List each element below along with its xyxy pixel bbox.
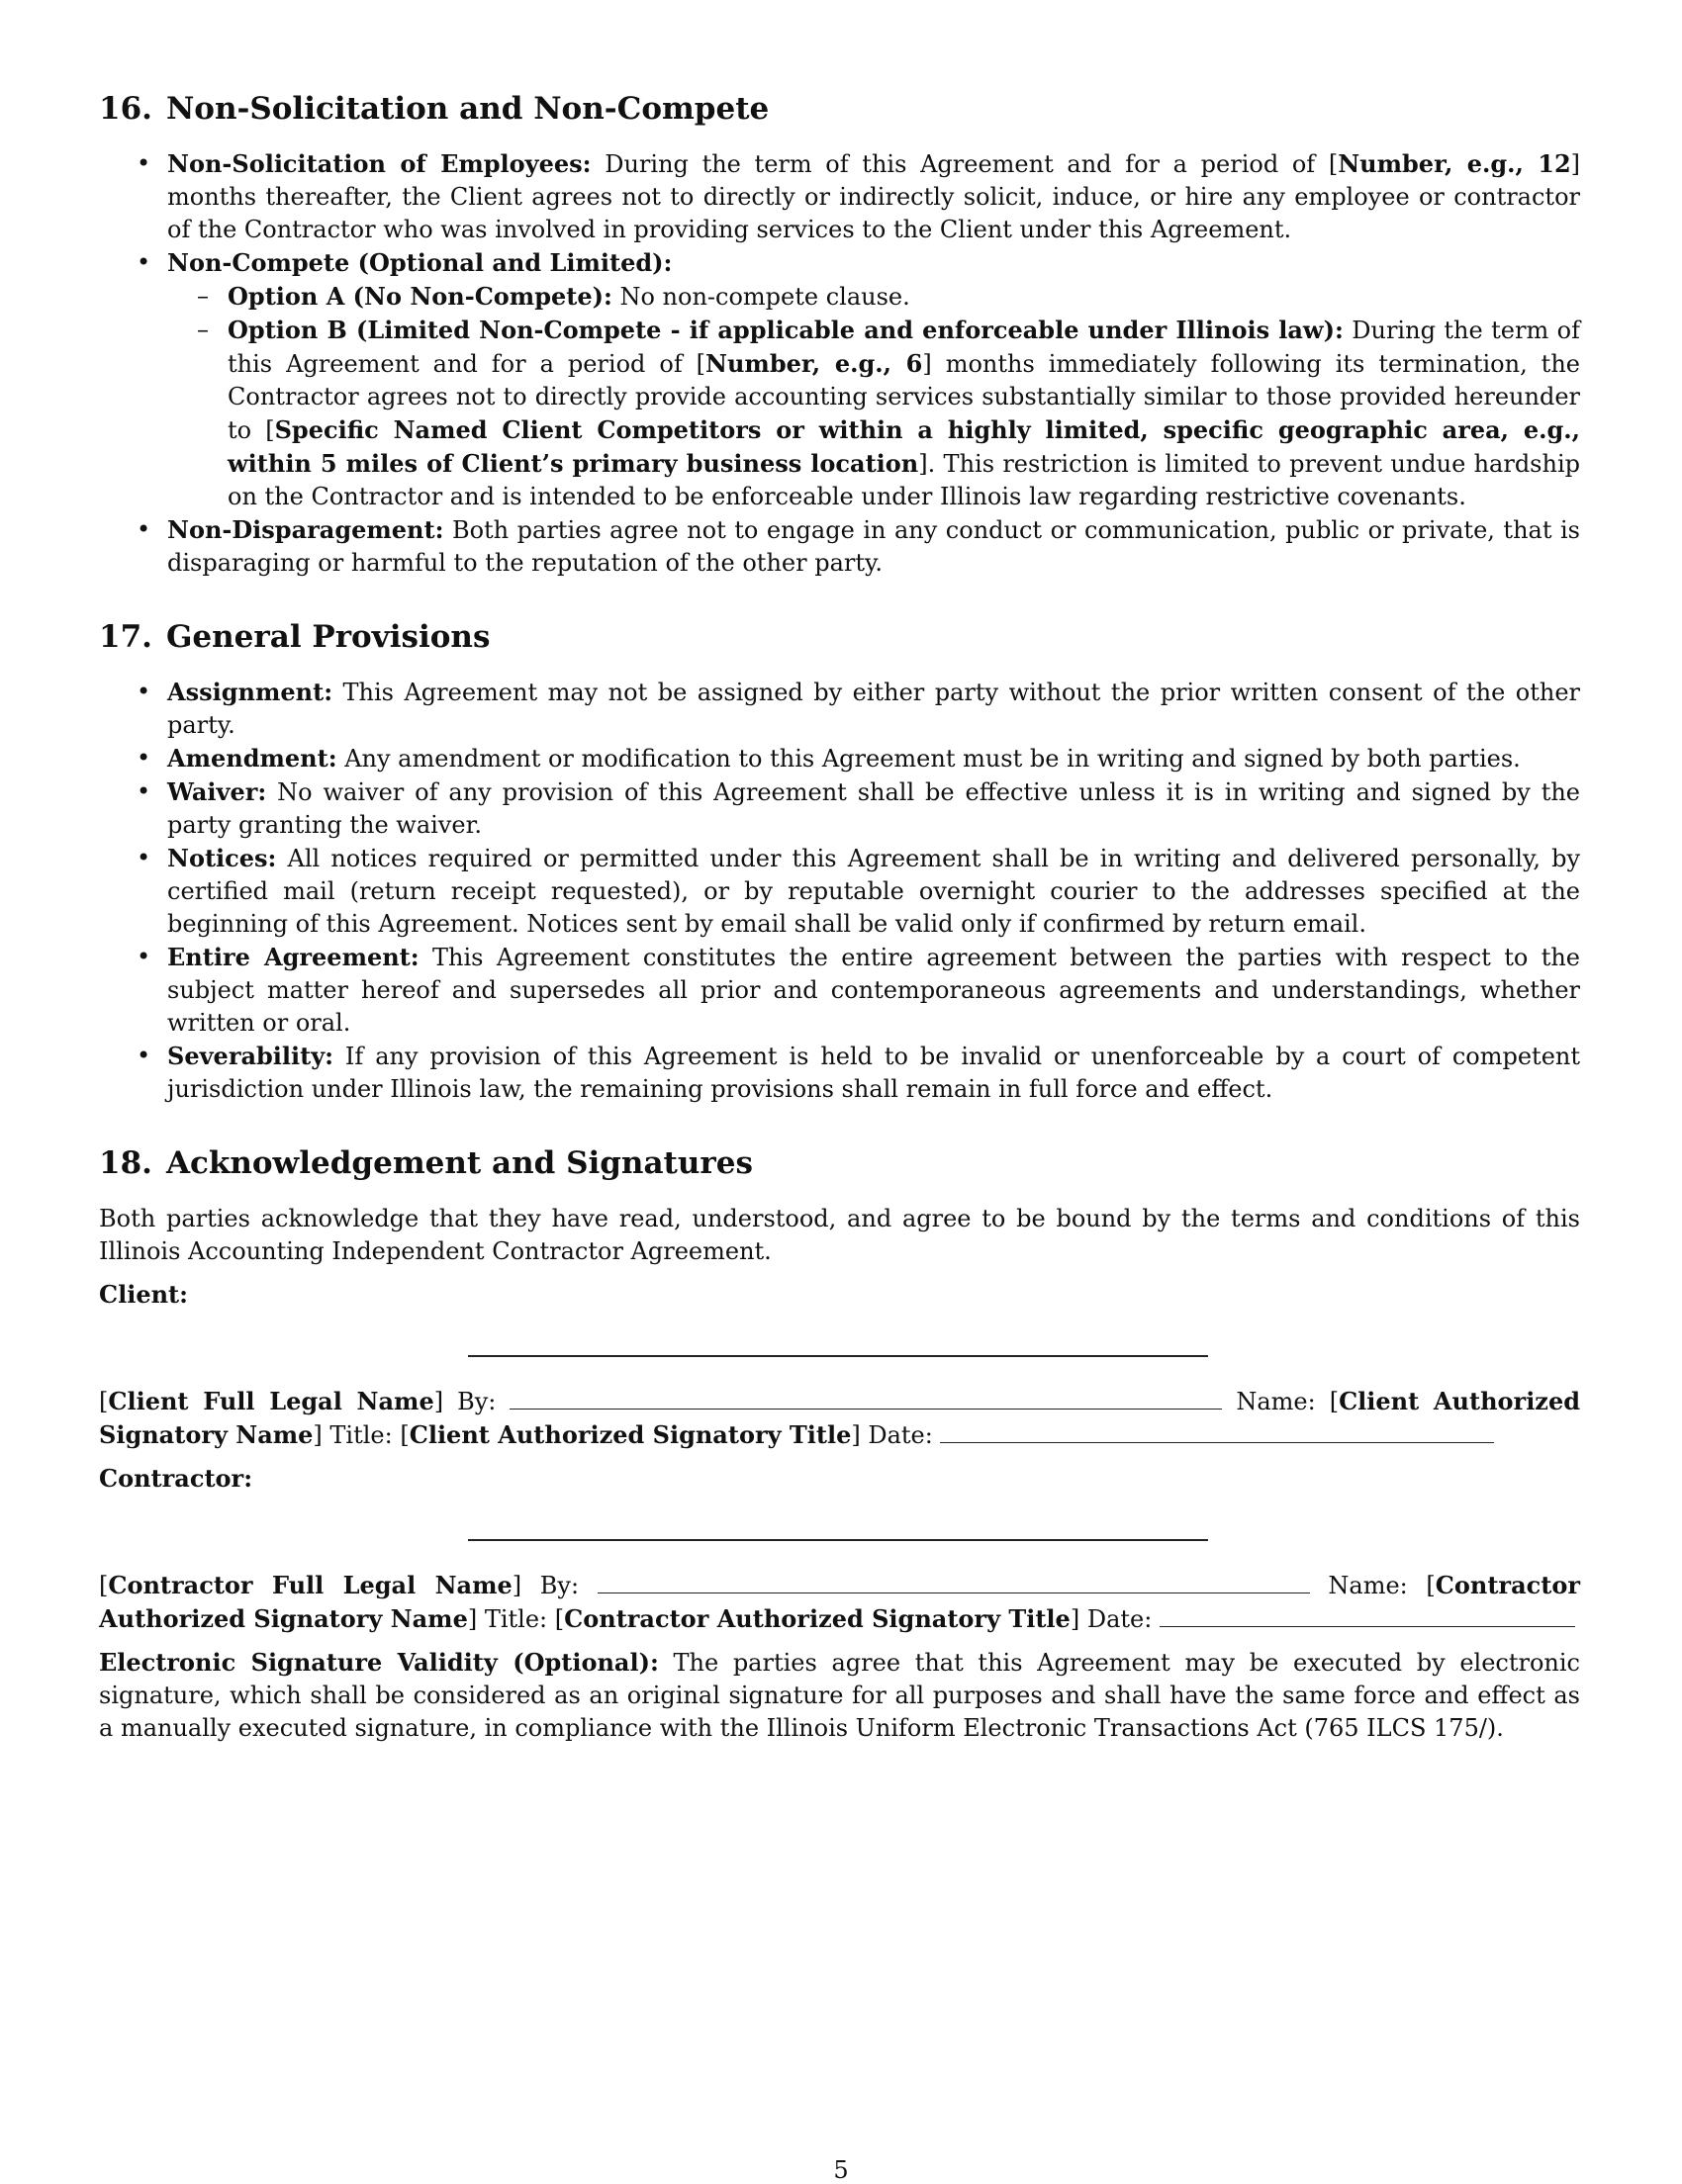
section-18-heading: 18. Acknowledgement and Signatures: [99, 1145, 753, 1182]
list-item-severability: • Severability: If any provision of this Agreement is held to be invalid or unenforceable by a court of competent jurisdiction under Illinois law, the remaining provisions shall remain in full force and effect.: [99, 1040, 1580, 1106]
contractor-signature-block: [Contractor Full Legal Name] By: Name: [Contractor Authorized Signatory Name] Title: [Contractor Authorized Signatory Title] Date:: [99, 1570, 1580, 1633]
contractor-label: Contractor:: [99, 1463, 253, 1493]
contractor-signature-line[interactable]: [468, 1539, 1208, 1541]
section-17-heading: 17. General Provisions: [99, 619, 491, 656]
list-item-non-solicitation: • Non-Solicitation of Employees: During the term of this Agreement and for a period of [Number, e.g., 12] months thereafter, the Client agrees not to directly or indirectly solicit, induce, or hire any employee or contractor of the Contractor who was involved in providing services to the Client under this Agreement.: [99, 147, 1580, 246]
list-item-amendment: • Amendment: Any amendment or modification to this Agreement must be in writing and signed by both parties.: [99, 742, 1580, 775]
option-a: – Option A (No Non-Compete): No non-compete clause.: [167, 280, 1580, 314]
list-item-assignment: • Assignment: This Agreement may not be assigned by either party without the prior written consent of the other party.: [99, 676, 1580, 742]
section-17-list: [99, 676, 1580, 1106]
client-signature-block: [Client Full Legal Name] By: Name: [Client Authorized Signatory Name] Title: [Client Authorized Signatory Title] Date:: [99, 1386, 1580, 1449]
section-16: [99, 91, 1580, 580]
section-16-heading: 16. Non-Solicitation and Non-Compete: [99, 91, 770, 127]
client-by-field[interactable]: [510, 1389, 1222, 1410]
client-date-field[interactable]: [940, 1422, 1494, 1443]
section-16-list: [99, 147, 1580, 580]
client-label: Client:: [99, 1279, 188, 1309]
document-page: [99, 91, 1580, 1784]
section-18: [99, 1145, 1580, 1744]
list-item-entire-agreement: • Entire Agreement: This Agreement constitutes the entire agreement between the parties with respect to the subject matter hereof and supersedes all prior and contemporaneous agreements and understandings, whether written or oral.: [99, 941, 1580, 1040]
list-item-notices: • Notices: All notices required or permitted under this Agreement shall be in writing and delivered personally, by certified mail (return receipt requested), or by reputable overnight courier to the addresses specified at the beginning of this Agreement. Notices sent by email shall be valid only if confirmed by return email.: [99, 842, 1580, 941]
non-compete-options: [167, 280, 1580, 513]
acknowledgement-text: Both parties acknowledge that they have read, understood, and agree to be bound by the terms and conditions of this Illinois Accounting Independent Contractor Agreement.: [99, 1204, 1580, 1265]
client-signature-line[interactable]: [468, 1355, 1208, 1357]
contractor-date-field[interactable]: [1160, 1606, 1575, 1627]
contractor-by-field[interactable]: [598, 1573, 1310, 1593]
list-item-waiver: • Waiver: No waiver of any provision of this Agreement shall be effective unless it is in writing and signed by the party granting the waiver.: [99, 775, 1580, 842]
section-17: [99, 619, 1580, 1106]
option-b: – Option B (Limited Non-Compete - if applicable and enforceable under Illinois law): During the term of this Agreement and for a period of [Number, e.g., 6] months immediately following its termination, the Contractor agrees not to directly provide accounting services substantially similar to those provided hereunder to [Specific Named Client Competitors or within a highly limited, specific geographic area, e.g., within 5 miles of Client’s primary business location]. This restriction is limited to prevent undue hardship on the Contractor and is intended to be enforceable under Illinois law regarding restrictive covenants.: [167, 314, 1580, 513]
page-number: 5: [833, 2156, 849, 2184]
list-item-non-disparagement: • Non-Disparagement: Both parties agree not to engage in any conduct or communication, public or private, that is disparaging or harmful to the reputation of the other party.: [99, 513, 1580, 580]
electronic-signature-clause: Electronic Signature Validity (Optional): The parties agree that this Agreement may be executed by electronic signature, which shall be considered as an original signature for all purposes and shall have the same force and effect as a manually executed signature, in compliance with the Illinois Uniform Electronic Transactions Act (765 ILCS 175/).: [99, 1647, 1581, 1742]
list-item-non-compete: • Non-Compete (Optional and Limited): – Option A (No Non-Compete): No non-compete clause. – Option B (Limited Non-Compete - if applicable and enforceable under Illinois law): During the term of this Agreement and for a period of [Number, e.g., 6] months immediately following its termination, the Contractor agrees not to directly provide accounting services substantially similar to those provided hereunder to [Specific Named Client Competitors or within a highly limited, specific geographic area, e.g., within 5 miles of Client’s primary business location]. This restriction is limited to prevent undue hardship on the Contractor and is intended to be enforceable under Illinois law regarding restrictive covenants.: [99, 246, 1580, 513]
